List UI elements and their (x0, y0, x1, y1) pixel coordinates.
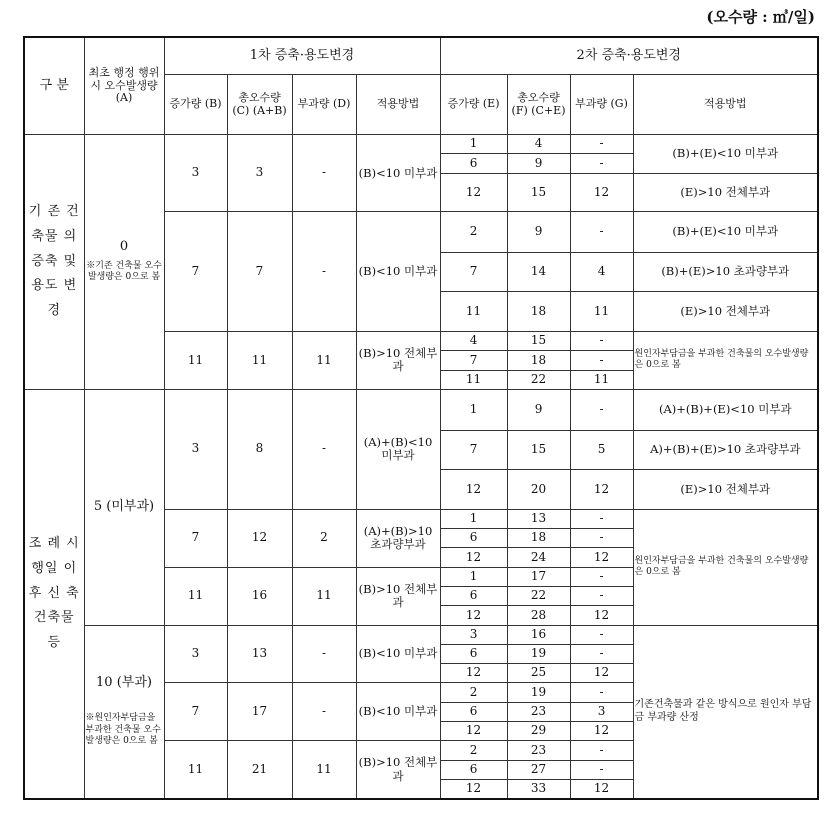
cell: 11 (292, 567, 356, 625)
cell: 11 (440, 370, 507, 389)
section2-initial-b-note: ※원인자부담금을 부과한 건축물 오수발생량은 0으로 봄 (85, 713, 161, 746)
cell: - (570, 332, 633, 351)
method-cell: (A)+(B)+(E)<10 미부과 (633, 389, 818, 430)
sewage-table (23, 36, 819, 800)
cell: - (570, 135, 633, 154)
cell: - (292, 625, 356, 683)
method-cell: (B)+(E)>10 초과량부과 (633, 252, 818, 292)
cell: 11 (292, 332, 356, 390)
cell: 7 (440, 351, 507, 370)
method-cell: (B)<10 미부과 (356, 625, 440, 683)
cell: 1 (440, 567, 507, 586)
cell: - (570, 529, 633, 548)
cell: 7 (227, 212, 292, 332)
cell: 11 (164, 567, 227, 625)
cell: 18 (507, 292, 570, 332)
header-r1-increase: 증가량 (B) (164, 75, 227, 135)
cell: 23 (507, 702, 570, 721)
cell: 6 (440, 702, 507, 721)
unit-label: (오수량 : ㎥/일) (706, 8, 815, 26)
method-cell: A)+(B)+(E)>10 초과량부과 (633, 430, 818, 470)
cell: 7 (440, 430, 507, 470)
cell: 17 (227, 683, 292, 741)
cell: 3 (570, 702, 633, 721)
cell: 8 (227, 389, 292, 509)
cell: 7 (440, 252, 507, 292)
method-cell: (B)<10 미부과 (356, 135, 440, 212)
cell: - (570, 760, 633, 779)
cell: 19 (507, 644, 570, 663)
cell: 3 (164, 625, 227, 683)
cell: 11 (164, 332, 227, 390)
cell: 18 (507, 351, 570, 370)
cell: 3 (164, 135, 227, 212)
cell: 21 (227, 741, 292, 799)
cell: - (292, 683, 356, 741)
cell: 24 (507, 548, 570, 567)
cell: 22 (507, 370, 570, 389)
cell: - (570, 741, 633, 760)
cell: - (570, 351, 633, 370)
cell: 12 (227, 509, 292, 567)
cell: 15 (507, 430, 570, 470)
cell: 28 (507, 606, 570, 625)
cell: 9 (507, 154, 570, 173)
cell: 11 (292, 741, 356, 799)
cell: 13 (227, 625, 292, 683)
cell: 15 (507, 173, 570, 212)
cell: 23 (507, 741, 570, 760)
header-r2-total: 총오수량 (F) (C+E) (507, 75, 570, 135)
cell: 13 (507, 509, 570, 528)
header-r1-total: 총오수량 (C) (A+B) (227, 75, 292, 135)
cell: 4 (570, 252, 633, 292)
cell: 16 (507, 625, 570, 644)
cell: - (570, 567, 633, 586)
method-cell: (B)>10 전체부과 (356, 741, 440, 799)
cell: 18 (507, 529, 570, 548)
cell: 11 (440, 292, 507, 332)
cell: 9 (507, 212, 570, 253)
cell: 12 (570, 173, 633, 212)
section2-initial-b (84, 625, 164, 799)
cell: 19 (507, 683, 570, 702)
cell: 12 (440, 606, 507, 625)
cell: 12 (570, 548, 633, 567)
cell: 12 (440, 548, 507, 567)
cell: 33 (507, 779, 570, 799)
cell: 3 (227, 135, 292, 212)
cell: - (570, 509, 633, 528)
cell: 25 (507, 664, 570, 683)
note-cell: 기존건축물과 같은 방식으로 원인자 부담금 부과량 산정 (633, 625, 818, 799)
cell: 1 (440, 135, 507, 154)
cell: 22 (507, 586, 570, 605)
cell: - (570, 154, 633, 173)
cell: 12 (440, 664, 507, 683)
cell: 11 (227, 332, 292, 390)
section2-initial-a: 5 (미부과) (84, 389, 164, 625)
section1-category: 기 존 건축물 의 증축 및 용도 변 경 (24, 135, 84, 390)
cell: 12 (570, 779, 633, 799)
cell: 4 (507, 135, 570, 154)
method-cell: (A)+(B)<10 미부과 (356, 389, 440, 509)
cell: 12 (570, 470, 633, 510)
cell: - (292, 212, 356, 332)
header-r2-method: 적용방법 (633, 75, 818, 135)
method-cell: (B)>10 전체부과 (356, 567, 440, 625)
cell: 5 (570, 430, 633, 470)
cell: 6 (440, 586, 507, 605)
cell: 12 (570, 664, 633, 683)
cell: 17 (507, 567, 570, 586)
method-cell: (B)+(E)<10 미부과 (633, 212, 818, 253)
note-cell: 원인자부담금을 부과한 건축물의 오수발생량은 0으로 봄 (633, 332, 818, 390)
cell: - (292, 135, 356, 212)
header-r1-method: 적용방법 (356, 75, 440, 135)
cell: 14 (507, 252, 570, 292)
cell: 12 (440, 779, 507, 799)
method-cell: (A)+(B)>10 초과량부과 (356, 509, 440, 567)
method-cell: (B)+(E)<10 미부과 (633, 135, 818, 174)
cell: 11 (570, 292, 633, 332)
cell: 12 (440, 173, 507, 212)
cell: 7 (164, 509, 227, 567)
header-category: 구 분 (24, 37, 84, 135)
cell: 12 (440, 722, 507, 741)
cell: 2 (440, 741, 507, 760)
section1-initial-note: ※기존 건축물 오수발생량은 0으로 봄 (86, 261, 162, 283)
cell: 3 (164, 389, 227, 509)
section1-initial (84, 135, 164, 390)
cell: 6 (440, 529, 507, 548)
section1-initial-value: 0 (119, 239, 129, 255)
cell: 1 (440, 509, 507, 528)
method-cell: (B)>10 전체부과 (356, 332, 440, 390)
cell: 3 (440, 625, 507, 644)
cell: - (570, 683, 633, 702)
cell: - (570, 586, 633, 605)
cell: 15 (507, 332, 570, 351)
cell: 12 (570, 722, 633, 741)
header-r2-increase: 증가량 (E) (440, 75, 507, 135)
cell: 12 (570, 606, 633, 625)
method-cell: (E)>10 전체부과 (633, 173, 818, 212)
cell: 2 (440, 212, 507, 253)
cell: 6 (440, 760, 507, 779)
header-initial: 최초 행정 행위시 오수발생량 (A) (84, 37, 164, 135)
section2-category: 조 례 시행일 이 후 신 축 건축물 등 (24, 389, 84, 799)
method-cell: (B)<10 미부과 (356, 683, 440, 741)
cell: 7 (164, 683, 227, 741)
cell: 9 (507, 389, 570, 430)
method-cell: (B)<10 미부과 (356, 212, 440, 332)
cell: 29 (507, 722, 570, 741)
method-cell: (E)>10 전체부과 (633, 470, 818, 510)
method-cell: (E)>10 전체부과 (633, 292, 818, 332)
section2-initial-b-value: 10 (부과) (96, 675, 152, 691)
header-round1: 1차 증축·용도변경 (164, 37, 440, 75)
cell: 11 (164, 741, 227, 799)
cell: - (570, 212, 633, 253)
cell: - (570, 389, 633, 430)
cell: 7 (164, 212, 227, 332)
cell: 6 (440, 644, 507, 663)
cell: 1 (440, 389, 507, 430)
note-cell: 원인자부담금을 부과한 건축물의 오수발생량은 0으로 봄 (633, 509, 818, 625)
cell: 2 (292, 509, 356, 567)
cell: 27 (507, 760, 570, 779)
cell: - (570, 644, 633, 663)
cell: - (292, 389, 356, 509)
cell: 4 (440, 332, 507, 351)
header-round2: 2차 증축·용도변경 (440, 37, 818, 75)
cell: 2 (440, 683, 507, 702)
cell: 16 (227, 567, 292, 625)
cell: - (570, 625, 633, 644)
cell: 6 (440, 154, 507, 173)
cell: 12 (440, 470, 507, 510)
cell: 20 (507, 470, 570, 510)
header-r2-charge: 부과량 (G) (570, 75, 633, 135)
cell: 11 (570, 370, 633, 389)
header-r1-charge: 부과량 (D) (292, 75, 356, 135)
